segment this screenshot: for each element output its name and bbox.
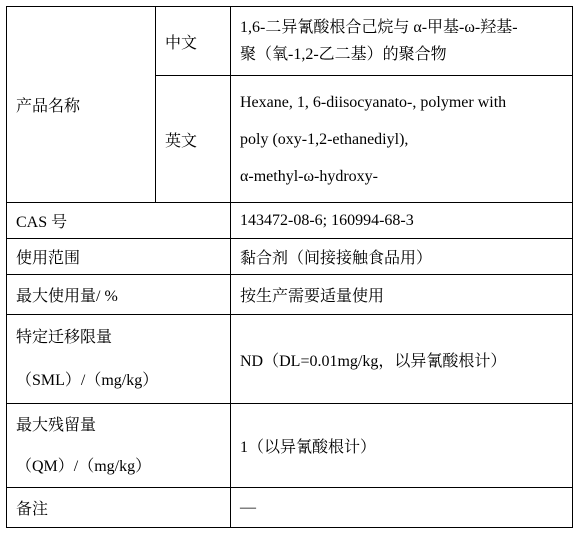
remarks-label: 备注 xyxy=(7,488,231,528)
chinese-name-value xyxy=(231,7,573,76)
max-usage-label: 最大使用量/ % xyxy=(7,275,231,315)
table-row-sml xyxy=(7,315,573,404)
sml-value: ND（DL=0.01mg/kg，以异氰酸根计） xyxy=(231,315,573,404)
cas-value: 143472-08-6; 160994-68-3 xyxy=(231,203,573,239)
english-name-line-2: poly (oxy-1,2-ethanediyl), xyxy=(240,130,409,148)
chinese-name-line-2: 聚（氧-1,2-乙二基）的聚合物 xyxy=(240,46,447,63)
qm-label xyxy=(7,404,231,488)
english-name-line-3: α-methyl-ω-hydroxy- xyxy=(240,167,378,185)
table-row-qm xyxy=(7,404,573,488)
table-row-cas xyxy=(7,203,573,239)
cas-label: CAS 号 xyxy=(7,203,231,239)
sml-label xyxy=(7,315,231,404)
table-row-usage-scope xyxy=(7,239,573,275)
qm-label-line-2: （QM）/（mg/kg） xyxy=(16,457,152,475)
usage-scope-value: 黏合剂（间接接触食品用） xyxy=(231,239,573,275)
table-row-remarks xyxy=(7,488,573,528)
sml-label-line-1: 特定迁移限量 xyxy=(16,329,113,346)
specification-table xyxy=(6,6,573,528)
table-row-max-usage xyxy=(7,275,573,315)
usage-scope-label: 使用范围 xyxy=(7,239,231,275)
chinese-label: 中文 xyxy=(156,7,231,76)
english-name-value xyxy=(231,76,573,203)
remarks-value: — xyxy=(231,488,573,528)
english-label: 英文 xyxy=(156,76,231,203)
qm-label-line-1: 最大残留量 xyxy=(16,416,97,434)
english-name-line-1: Hexane, 1, 6-diisocyanato-, polymer with xyxy=(240,93,507,111)
product-name-label: 产品名称 xyxy=(7,7,156,203)
sml-label-line-2: （SML）/（mg/kg） xyxy=(16,372,159,389)
max-usage-value: 按生产需要适量使用 xyxy=(231,275,573,315)
table-row-chinese-name xyxy=(7,7,573,76)
chinese-name-line-1: 1,6-二异氰酸根合己烷与 α-甲基-ω-羟基- xyxy=(240,19,518,36)
qm-value: 1（以异氰酸根计） xyxy=(231,404,573,488)
